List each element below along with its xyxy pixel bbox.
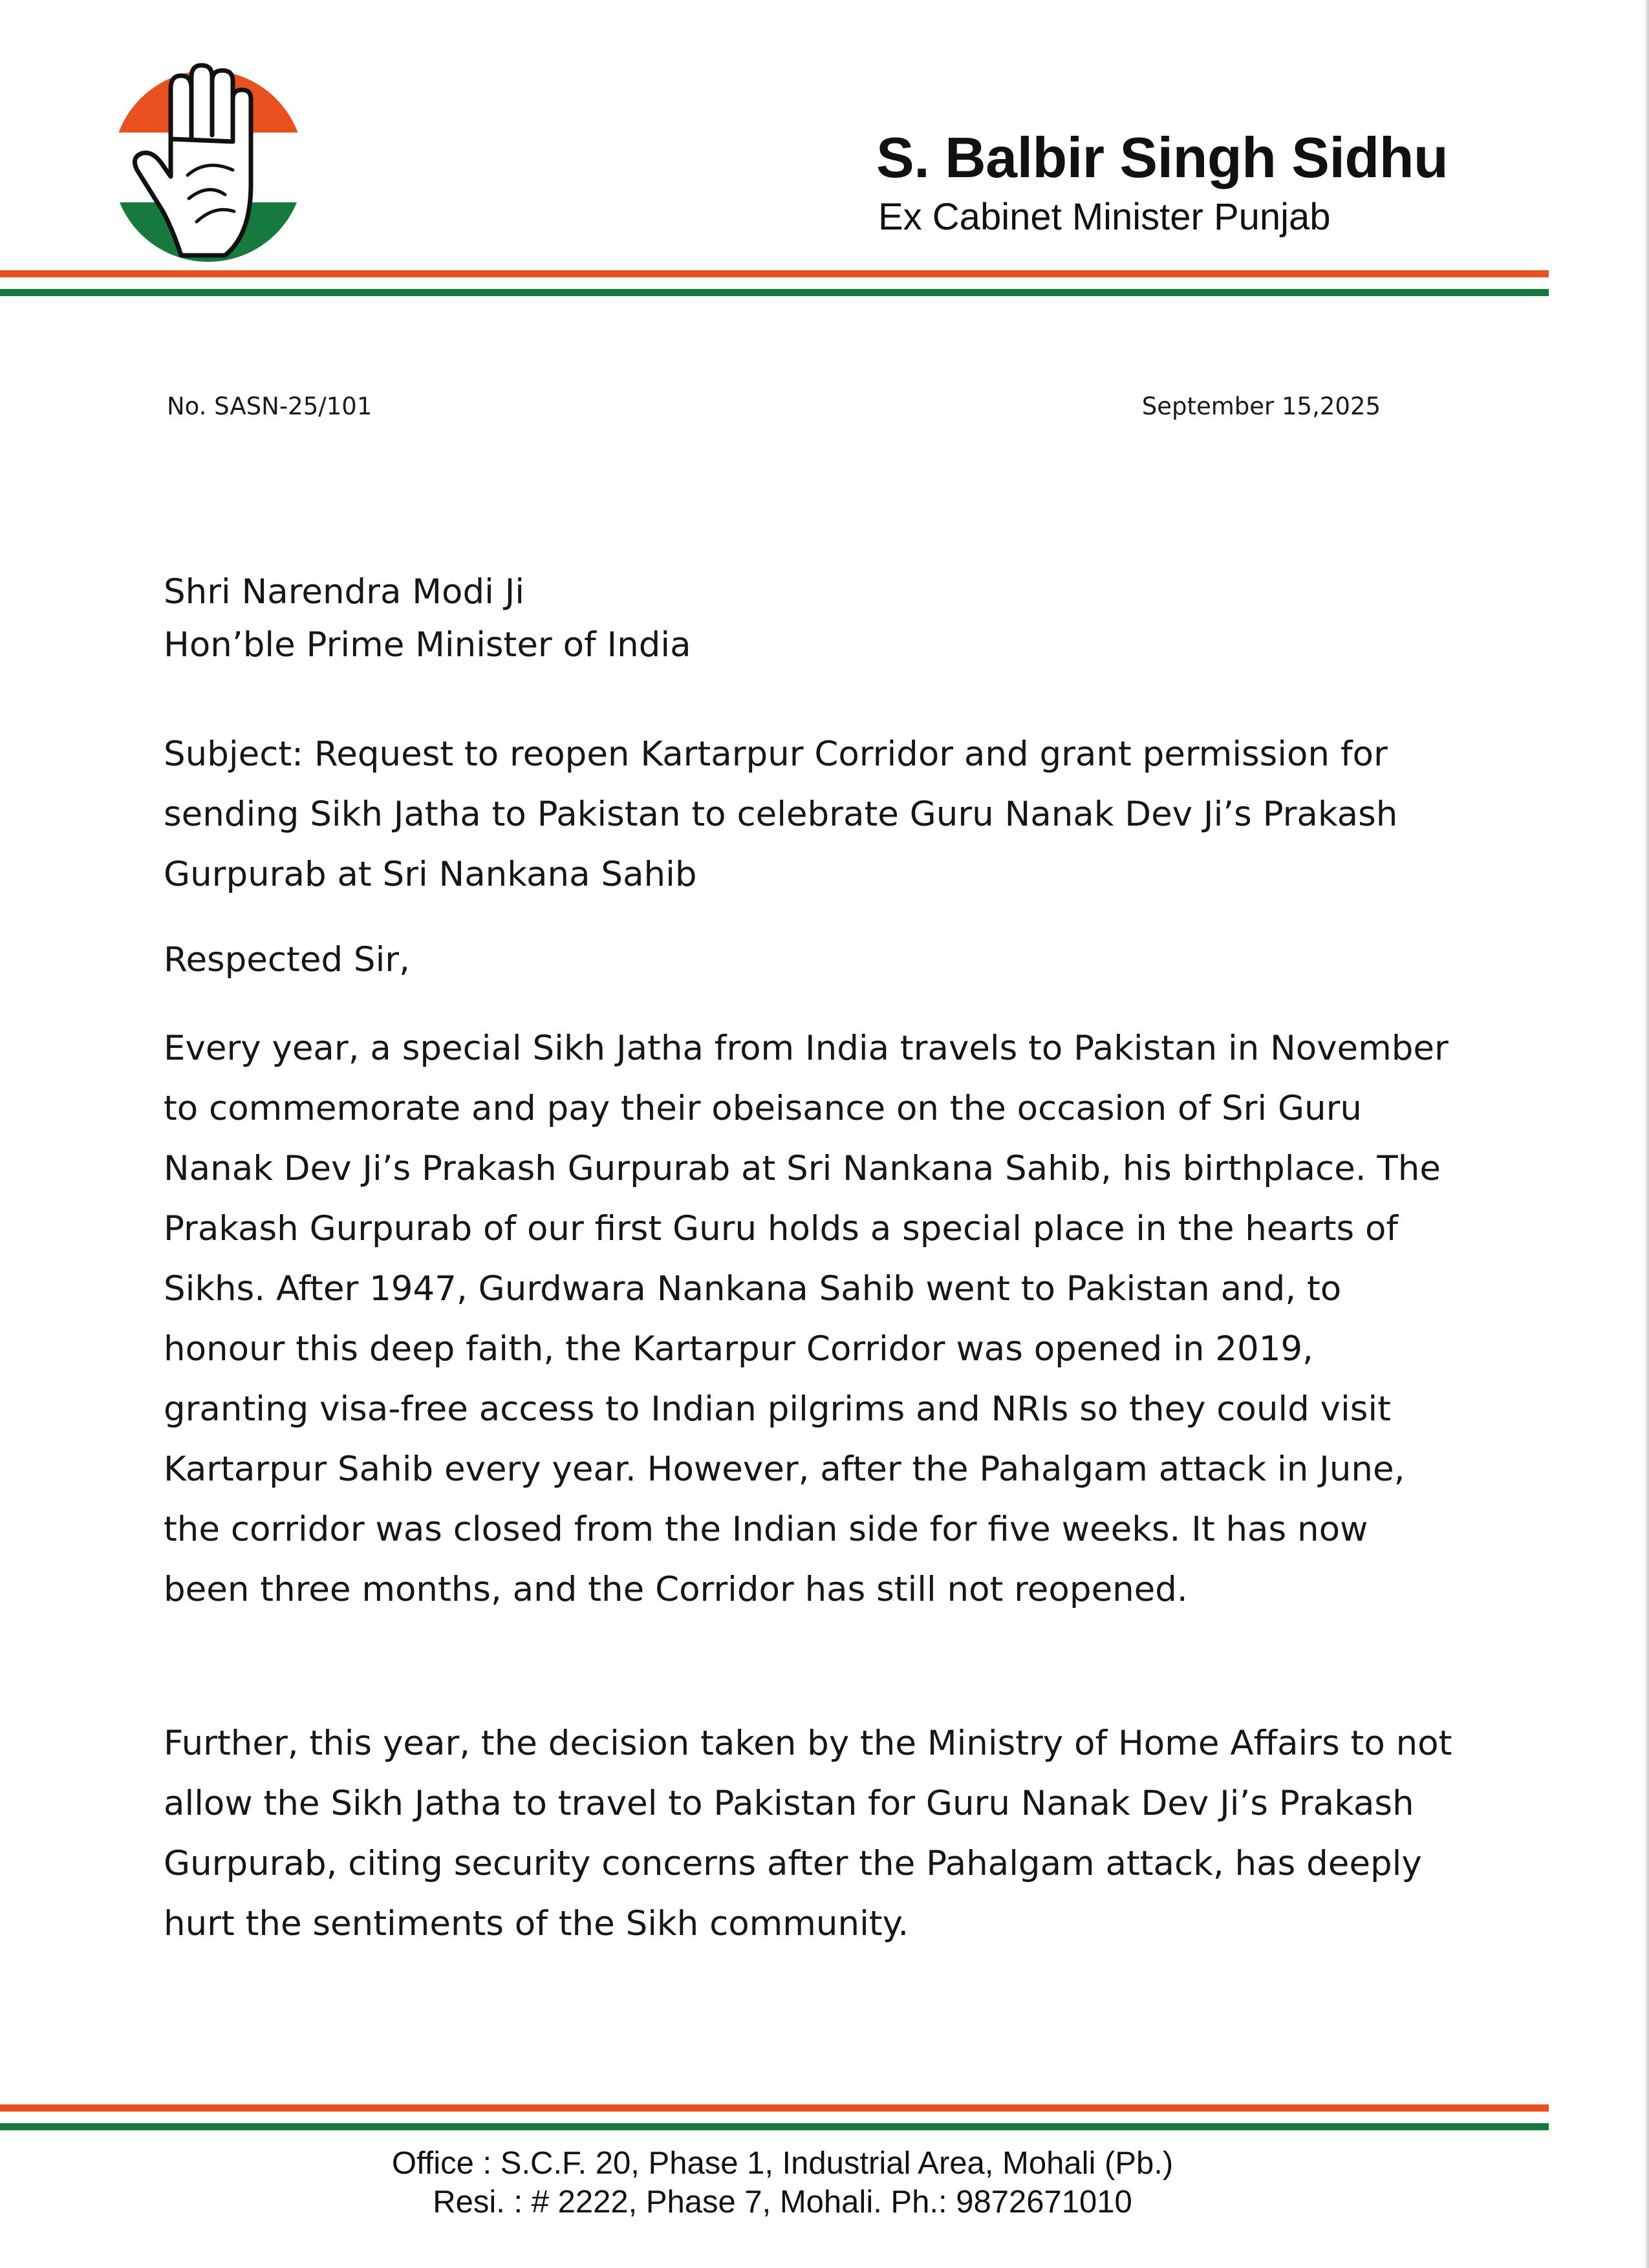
salutation: Respected Sir, — [164, 940, 410, 979]
body-paragraph-1: Every year, a special Sikh Jatha from India travels to Pakistan in November to commemorate and pay their obeisance on the occasion of Sri Guru Nanak Dev Ji’s Prakash Gurpurab at Sri Nankana Sahib, his birthplace. The Prakash Gurpurab of our first Guru holds a special place in the hearts of Sikhs. After 1947, Gurdwara Nankana Sahib went to Pakistan and, to honour this deep faith, the Kartarpur Corridor was opened in 2019, granting visa-free access to Indian pilgrims and NRIs so they could visit Kartarpur Sahib every year. However, after the Pahalgam attack in June, the corridor was closed from the Indian side for five weeks. It has now been three months, and the Corridor has still not reopened. — [164, 1029, 1449, 1609]
header-rule-saffron — [0, 270, 1549, 277]
footer-rule-saffron — [0, 2104, 1549, 2112]
footer-rule-green — [0, 2123, 1549, 2130]
addressee-name: Shri Narendra Modi Ji — [164, 572, 525, 612]
addressee-block — [164, 566, 1457, 672]
subject-line: Subject: Request to reopen Kartarpur Corridor and grant permission for sending Sikh Jatha to Pakistan to celebrate Guru Nanak Dev Ji’s Prakash Gurpurab at Sri Nankana Sahib — [164, 734, 1398, 894]
letter-date: September 15,2025 — [1141, 392, 1381, 420]
page-edge-shadow — [1645, 0, 1649, 2268]
reference-number: No. SASN-25/101 — [167, 392, 372, 420]
sender-title: Ex Cabinet Minister Punjab — [878, 196, 1331, 238]
body-paragraph-2: Further, this year, the decision taken by the Ministry of Home Affairs to not allow the Sikh Jatha to travel to Pakistan for Guru Nanak Dev Ji’s Prakash Gurpurab, citing security concerns after the Pahalgam attack, has deeply hurt the sentiments of the Sikh community. — [164, 1724, 1452, 1943]
office-address: Office : S.C.F. 20, Phase 1, Industrial Area, Mohali (Pb.) — [391, 2146, 1174, 2181]
residence-address: Resi. : # 2222, Phase 7, Mohali. Ph.: 9872671010 — [433, 2185, 1132, 2220]
sender-name: S. Balbir Singh Sidhu — [876, 125, 1449, 189]
addressee-designation: Hon’ble Prime Minister of India — [164, 625, 691, 665]
party-hand-logo — [111, 61, 305, 263]
header-rule-green — [0, 289, 1549, 296]
